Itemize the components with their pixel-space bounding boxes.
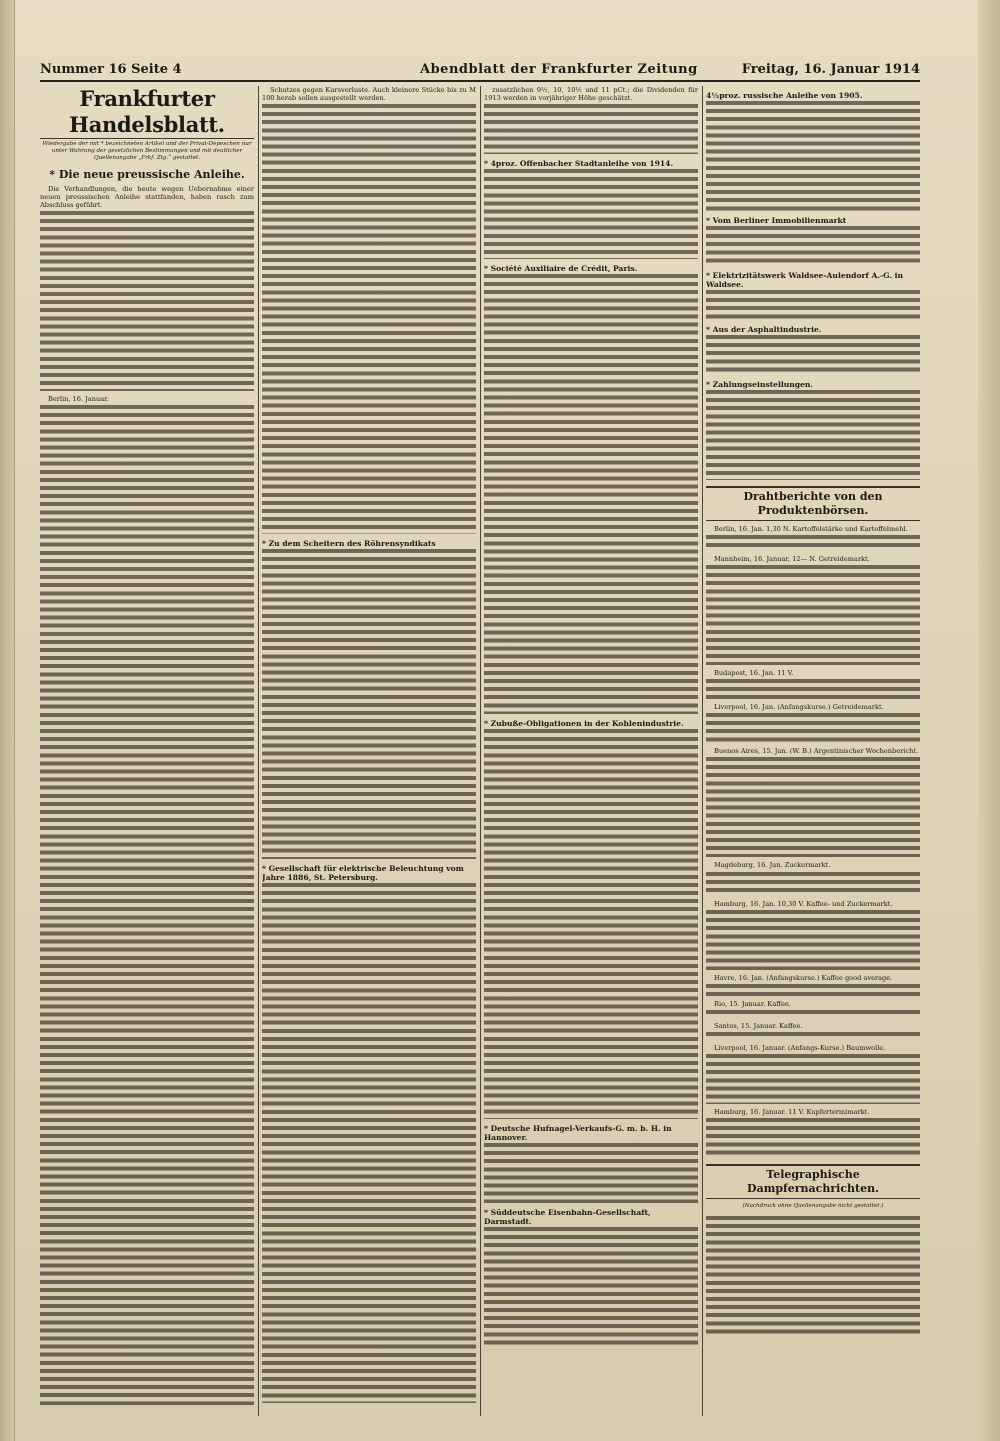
price-table: [706, 757, 920, 857]
article-heading: * Die neue preussische Anleihe.: [49, 168, 245, 181]
column-4: [706, 86, 920, 1416]
article-text-block: [706, 984, 920, 996]
article-heading: * Deutsche Hufnagel-Verkaufs-G. m. b. H. in Hannover.: [484, 1124, 672, 1143]
article-heading: * 4proz. Offenbacher Stadtanleihe von 1914.: [484, 159, 674, 169]
article-heading: * Vom Berliner Immobilienmarkt: [706, 216, 847, 225]
article-text-block: [484, 104, 698, 154]
issue-date: Freitag, 16. Januar 1914: [741, 62, 920, 77]
article-text-block: [706, 1010, 920, 1018]
market-report: Mannheim, 16. Januar, 12— N. Getreidemarkt.: [714, 555, 870, 564]
market-report: Santos, 15. Januar. Kaffee.: [714, 1021, 803, 1030]
article-paragraph: zusatzlichen 9½, 10, 10½ und 11 pCt.; die Dividenden für 1913 werden in vorjähriger Höhe geschätzt.: [484, 86, 698, 103]
article-heading: 4½proz. russische Anleihe von 1905.: [706, 91, 863, 100]
article-text-block: [484, 1227, 698, 1347]
article-text-block: [706, 335, 920, 375]
price-table: [706, 1054, 920, 1104]
column-rule: [480, 86, 481, 1416]
article-text-block: [706, 1032, 920, 1040]
article-text-block: [706, 226, 920, 266]
article-text-block: [262, 549, 476, 859]
price-table: [706, 565, 920, 665]
article-text-block: [262, 883, 476, 1403]
article-text-block: [706, 679, 920, 699]
page-binding-edge: [0, 0, 15, 1441]
page-number: Nummer 16 Seite 4: [40, 62, 182, 77]
article-text-block: [484, 1143, 698, 1203]
article-heading: * Zu dem Scheitern des Röhrensyndikats: [262, 539, 436, 549]
article-heading: * Süddeutsche Eisenbahn-Gesellschaft, Darmstadt.: [484, 1208, 651, 1227]
market-report: Liverpool, 16. Jan. (Anfangskurse.) Getreidemarkt.: [714, 703, 884, 712]
article-heading: * Elektrizitätswerk Waldsee-Aulendorf A.-G. in Waldsee.: [706, 271, 904, 289]
article-heading: * Zahlungseinstellungen.: [706, 380, 814, 389]
price-table: [706, 713, 920, 743]
article-paragraph: Schutzes gegen Kursverluste. Auch kleinere Stücke bis zu M 100 herab sollen ausgestellt werden.: [262, 86, 476, 103]
market-report: Buenos Aires, 15. Jan. (W. B.) Argentinischer Wochenbericht.: [714, 747, 919, 756]
price-table: [706, 910, 920, 970]
telegraph-heading: Telegraphische Dampfernachrichten.: [706, 1164, 920, 1199]
column-1: [40, 86, 254, 1416]
article-text-block: [262, 104, 476, 534]
market-report: Liverpool, 16. Januar. (Anfangs-Kurse.) Baumwolle.: [714, 1043, 886, 1052]
article-text-block: [706, 535, 920, 551]
market-report: Berlin, 16. Jan. 1,30 N. Kartoffelstärke und Kartoffelmehl.: [714, 525, 908, 533]
article-heading: * Gesellschaft für elektrische Beleuchtung vom Jahre 1886, St. Petersburg.: [262, 864, 464, 883]
dateline: Berlin, 16. Januar.: [48, 395, 109, 404]
price-table: [706, 1118, 920, 1158]
market-report: Hamburg, 16. Januar. 11 V. Kupfertermimarkt.: [714, 1108, 870, 1117]
section-masthead: Frankfurter Handelsblatt.: [40, 86, 254, 139]
newspaper-title: Abendblatt der Frankfurter Zeitung: [420, 62, 698, 77]
article-heading: * Société Auxiliaire de Crédit, Paris.: [484, 264, 638, 274]
column-3: [484, 86, 698, 1416]
article-text-block: [706, 1216, 920, 1336]
article-text-block: [40, 405, 254, 1405]
article-text-block: [706, 101, 920, 211]
article-text-block: [40, 211, 254, 391]
market-report: Hamburg, 16. Jan. 10,30 V. Kaffee- und Zuckermarkt.: [714, 899, 893, 908]
article-heading: * Aus der Asphaltindustrie.: [706, 325, 822, 334]
page-right-edge: [978, 0, 1000, 1441]
article-text-block: [706, 872, 920, 896]
market-reports-heading: Drahtberichte von den Produktenbörsen.: [706, 486, 920, 521]
telegraph-note: (Nachdruck ohne Quellenangabe nicht gestattet.): [742, 1203, 884, 1210]
market-report: Rio, 15. Januar. Kaffee.: [714, 999, 791, 1008]
column-2: [262, 86, 476, 1416]
market-report: Havre, 16. Jan. (Anfangskurse.) Kaffee good average.: [714, 973, 893, 982]
article-text-block: [706, 290, 920, 320]
column-rule: [702, 86, 703, 1416]
article-paragraph: Die Verhandlungen, die heute wegen Uebernahme einer neuen preussischen Anleihe stattfanden, haben rasch zum Abschluss geführt.: [40, 185, 254, 210]
article-text-block: [706, 390, 920, 480]
market-report: Magdeburg, 16. Jan. Zuckermarkt.: [714, 861, 831, 870]
article-text-block: [484, 274, 698, 714]
page-header: [40, 62, 920, 82]
reprint-note: Wiedergabe der mit * bezeichneten Artikel und der Privat-Depeschen nur unter Wahrung der gesetzlichen Bestimmungen und mit deutlicher Quellenangabe „Frkf. Ztg.“ gestattet.: [42, 141, 252, 161]
article-text-block: [484, 729, 698, 1119]
article-text-block: [484, 169, 698, 259]
article-heading: * Zubuße-Obligationen in der Kohlenindustrie.: [484, 719, 684, 729]
column-rule: [258, 86, 259, 1416]
market-report: Budapest, 16. Jan. 11 V.: [714, 669, 794, 678]
